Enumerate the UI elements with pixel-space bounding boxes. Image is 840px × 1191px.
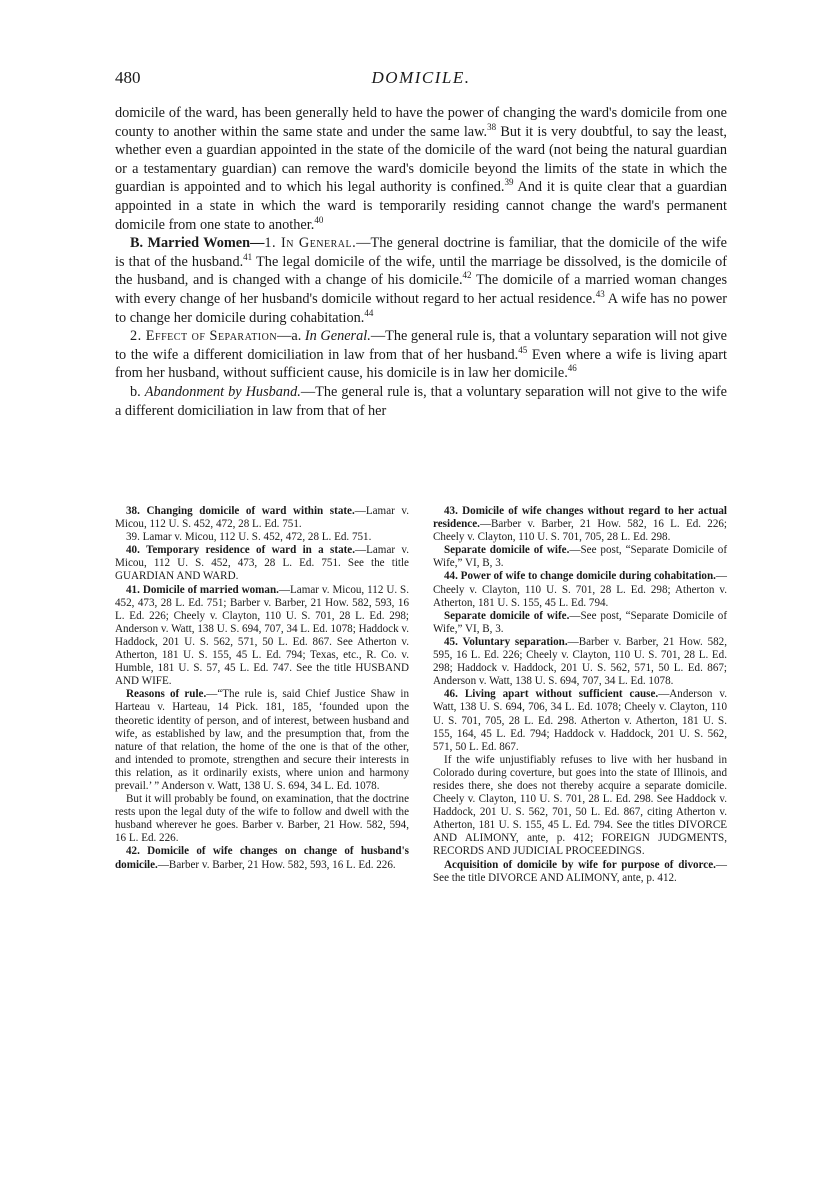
text-run: The domicile of a married woman changes with every change of her husband's domicile without regard to her actual residence.: [115, 272, 728, 307]
footnote-text: —Anderson v. Watt, 138 U. S. 694, 706, 34 L. Ed. 1078; Cheely v. Clayton, 110 U. S. 701, 705, 28 L. Ed. 298. Atherton v. Atherton, 181 U. S. 155, 164, 45 L. Ed. 794; Haddock v. Haddock, 201 U. S. 562, 571, 50 L. Ed. 867.: [433, 688, 727, 753]
footnote: [433, 544, 727, 570]
page-header: [115, 68, 727, 94]
footnote-text: 39. Lamar v. Micou, 112 U. S. 452, 472, 28 L. Ed. 751.: [126, 531, 372, 544]
footnote-text: —See the title DIVORCE AND ALIMONY, ante, p. 412.: [433, 858, 727, 884]
footnote-lead: 45. Voluntary separation.: [444, 635, 568, 648]
footnote: [433, 610, 727, 636]
footnote-ref: 38: [487, 121, 497, 132]
footnote: [115, 544, 409, 583]
text-run: And it is quite clear that a guardian appointed in a state in which the ward is temporarily residing cannot change the ward's permanent domicile from one state to another.: [115, 179, 727, 233]
text-run: —The general rule is, that a voluntary separation will not give to the wife a different domiciliation in law from that of her: [115, 383, 728, 419]
subheading: 2. Effect of Separation: [130, 328, 278, 345]
text-run: A wife has no power to change her domicile during cohabitation.: [115, 290, 728, 326]
footnote: [433, 505, 727, 544]
footnote-text: —“The rule is, said Chief Justice Shaw in Harteau v. Harteau, 14 Pick. 181, 185, ‘founded upon the theoretic identity of person, and of interest, between husband and wife, as established by law, and the presumption that, from the nature of that relation, the home of the one is that of the other, and intended to promote, strengthen and secure their interests in this relation, as it ordinarily exists, where union and harmony prevail.’ ” Anderson v. Watt, 138 U. S. 694, 34 L. Ed. 1078.: [115, 688, 410, 792]
body-text: [115, 104, 727, 420]
running-title: DOMICILE.: [371, 68, 471, 87]
footnote-lead: Separate domicile of wife.: [444, 609, 570, 622]
paragraph-ward: [115, 104, 727, 234]
footnote-lead: 40. Temporary residence of ward in a state.: [126, 544, 356, 557]
footnote-lead: 44. Power of wife to change domicile during cohabitation.: [444, 570, 716, 583]
text-run: domicile of the ward, has been generally held to have the power of changing the ward's domicile from one county to another within the same state and under the same law.: [115, 105, 727, 140]
footnote-text: —Lamar v. Micou, 112 U. S. 452, 473, 28 L. Ed. 751. See the title GUARDIAN AND WARD.: [115, 544, 409, 583]
italic-subheading: Abandonment by Husband.: [144, 383, 301, 400]
footnote-lead: 46. Living apart without sufficient cause.: [444, 688, 659, 701]
footnotes-left-column: [115, 505, 409, 872]
footnote-lead: 38. Changing domicile of ward within state.: [126, 505, 355, 517]
footnote: [115, 793, 409, 845]
footnote-lead: 43. Domicile of wife changes without regard to her actual residence.: [433, 505, 727, 531]
footnote-ref: 40: [314, 214, 324, 225]
footnotes-right-column: [433, 505, 727, 885]
text-run: b.: [130, 383, 145, 400]
footnote-ref: 43: [595, 289, 605, 300]
footnote-text: —Barber v. Barber, 21 How. 582, 593, 16 L. Ed. 226.: [157, 858, 396, 871]
footnote: [115, 688, 409, 793]
footnote-text: —Barber v. Barber, 21 How. 582, 595, 16 L. Ed. 226; Cheely v. Clayton, 110 U. S. 701, 28 L. Ed. 298; Haddock v. Haddock, 201 U. S. 562, 571, 50 L. Ed. 867; Anderson v. Watt, 138 U. S. 694, 707, 34 L. Ed. 1078.: [433, 635, 727, 688]
footnote-lead: 41. Domicile of married woman.: [126, 583, 279, 596]
italic-subheading: In General.: [304, 328, 371, 345]
footnote-ref: 42: [462, 270, 472, 281]
footnote: [433, 636, 727, 688]
text-run: But it is very doubtful, to say the least, whether even a guardian appointed in the state of the domicile of the ward (not being the natural guardian or a testamentary guardian) can remove the ward's domicile beyond the limits of the state in which the guardian is appointed and to which his legal authority is confined.: [115, 123, 727, 196]
footnote-text: If the wife unjustifiably refuses to live with her husband in Colorado during coverture, but goes into the state of Illinois, and resides there, she does not thereby acquire a separate domicile. Cheely v. Clayton, 110 U. S. 701, 28 L. Ed. 298. See Haddock v. Haddock, 201 U. S. 562, 701, 50 L. Ed. 867, citing Atherton v. Atherton, 181 U. S. 155, 45 L. Ed. 794. See the titles DIVORCE AND ALIMONY, ante, p. 412; FOREIGN JUDGMENTS, RECORDS AND JUDICIAL PROCEEDINGS.: [433, 753, 727, 858]
text-run: —a.: [277, 328, 305, 345]
footnote-lead: 42. Domicile of wife changes on change of husband's domicile.: [115, 845, 409, 871]
footnote: [433, 859, 727, 885]
paragraph-married-women: [115, 234, 727, 327]
footnote: [433, 754, 727, 859]
footnote: [115, 531, 409, 544]
footnote: [433, 688, 727, 753]
footnote-lead: Separate domicile of wife.: [444, 544, 570, 557]
footnote: [115, 505, 409, 531]
footnote-lead: Reasons of rule.: [126, 688, 207, 701]
footnote-text: —See post, “Separate Domicile of Wife,” VI, B, 3.: [433, 609, 728, 635]
paragraph-abandonment: [115, 383, 727, 420]
subheading: 1. In General.: [264, 235, 357, 252]
footnote-ref: 46: [567, 363, 577, 374]
footnote-ref: 41: [243, 251, 253, 262]
footnote: [115, 584, 409, 689]
footnote-text: —Lamar v. Micou, 112 U. S. 452, 473, 28 L. Ed. 751; Barber v. Barber, 21 How. 582, 593, 16 L. Ed. 226; Cheely v. Clayton, 110 U. S. 701, 28 L. Ed. 298; Anderson v. Watt, 138 U. S. 694, 707, 34 L. Ed. 1078; Haddock v. Haddock, 201 U. S. 562, 571, 50 L. Ed. 867. See Atherton v. Atherton, 181 U. S. 155, 45 L. Ed. 794; Texas, etc., R. Co. v. Humble, 181 U. S. 57, 45 L. Ed. 747. See the title HUSBAND AND WIFE.: [115, 583, 409, 688]
footnote: [433, 570, 727, 609]
footnote-ref: 45: [518, 344, 528, 355]
footnote-text: —See post, “Separate Domicile of Wife,” VI, B, 3.: [433, 544, 728, 570]
footnote-ref: 44: [364, 307, 374, 318]
text-run: The legal domicile of the wife, until the marriage be dissolved, is the domicile of the husband, and is changed with a change of his domicile.: [115, 253, 727, 289]
footnote-text: —Cheely v. Clayton, 110 U. S. 701, 28 L. Ed. 298; Atherton v. Atherton, 181 U. S. 155, 45 L. Ed. 794.: [433, 570, 727, 609]
footnote-text: —Barber v. Barber, 21 How. 582, 16 L. Ed. 226; Cheely v. Clayton, 110 U. S. 701, 705, 28 L. Ed. 298.: [433, 518, 727, 544]
text-run: —The general doctrine is familiar, that the domicile of the wife is that of the husband.: [115, 235, 728, 270]
footnote-ref: 39: [504, 177, 514, 188]
footnote-lead: Acquisition of domicile by wife for purpose of divorce.: [444, 858, 716, 871]
text-run: Even where a wife is living apart from her husband, without sufficient cause, his domicile is in law her domicile.: [115, 346, 727, 382]
footnote: [115, 845, 409, 871]
footnote-text: —Lamar v. Micou, 112 U. S. 452, 472, 28 L. Ed. 751.: [115, 505, 409, 531]
text-run: —The general rule is, that a voluntary separation will not give to the wife a different domiciliation in law from that of her husband.: [115, 328, 728, 363]
section-heading: B. Married Women—: [130, 235, 265, 252]
footnote-text: But it will probably be found, on examination, that the doctrine rests upon the legal duty of the wife to follow and dwell with the husband wherever he goes. Barber v. Barber, 21 How. 582, 594, 16 L. Ed. 226.: [115, 793, 409, 845]
page-number: 480: [115, 68, 141, 87]
paragraph-separation: [115, 327, 727, 383]
